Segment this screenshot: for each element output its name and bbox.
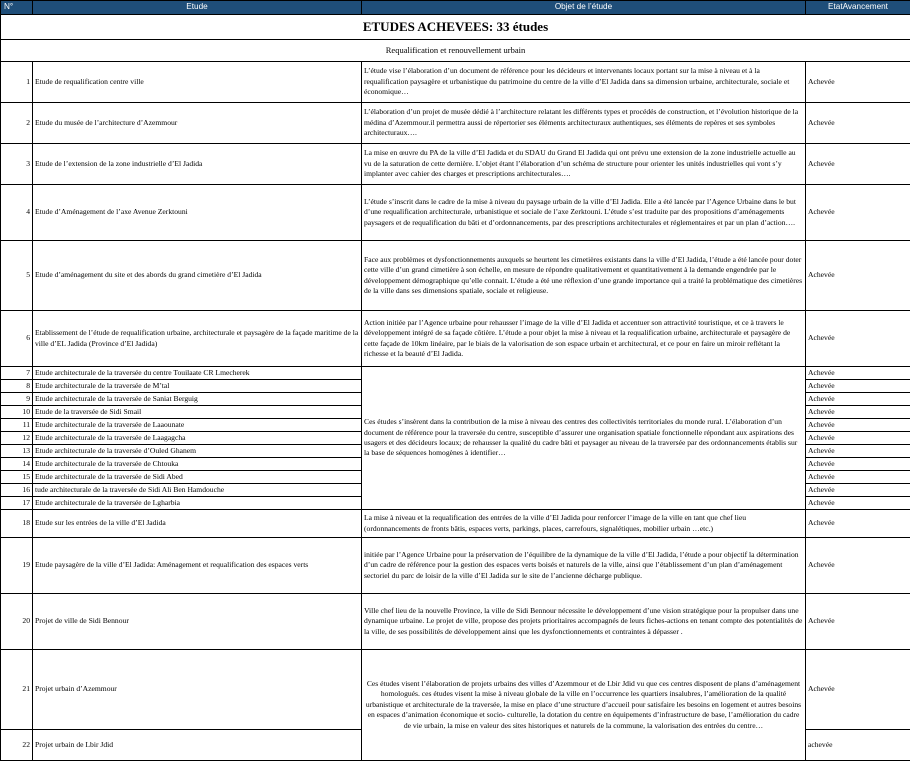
section-title: Requalification et renouvellement urbain <box>1 40 910 62</box>
row-number: 5 <box>1 241 33 311</box>
row-objet: Action initiée par l’Agence urbaine pour rehausser l’image de la ville d’El Jadida et accentuer son attractivité touristique, et ce à travers le développement intégré de sa façade côtière. L’étude a pour objet la mise à niveau et la requalification urbaine, architecturale et paysagère de cette façade de 10km linéaire, par le biais de la valorisation de son espace urbain et architectural, et ce pour en faire un miroir reflétant la richesse et la beauté d’El Jadida. <box>362 311 806 367</box>
row-etat: Achevée <box>806 594 910 650</box>
row-etat: Achevée <box>806 380 910 393</box>
row-number: 10 <box>1 406 33 419</box>
row-objet: L’étude s’inscrit dans le cadre de la mise à niveau du paysage urbain de la ville d’El Jadida. Elle a été lancée par l’Agence Urbaine dans le but d’une requalification architecturale, urbanistique et sociale de l’axe Zerktouni. L’étude s’est traduite par des propositions d’aménagements paysagers et de requalification du bâti et d’ordonnancements, par des prescriptions architecturales et réglementaires et par un plan d’action…. <box>362 185 806 241</box>
row-number: 1 <box>1 62 33 103</box>
table-row <box>1 103 910 144</box>
table-row <box>1 185 910 241</box>
row-etat: Achevée <box>806 393 910 406</box>
table-row <box>1 311 910 367</box>
row-etat: achevée <box>806 730 910 761</box>
row-etat: Achevée <box>806 497 910 510</box>
row-number: 17 <box>1 497 33 510</box>
row-number: 16 <box>1 484 33 497</box>
group-objet: Ces études s’insèrent dans la contribution de la mise à niveau des centres des collectivités territoriales du monde rural. L’élaboration d’un document de référence pour la traversée du centre, susceptible d’assurer une organisation spatiale fonctionnelle répondant aux aspirations des usagers et des décideurs locaux; de rehausser la qualité du cadre bâti et paysager au niveau de la traversée par des ordonnancements établis sur la base de séquences homogènes à identifier… <box>362 367 806 510</box>
row-etat: Achevée <box>806 471 910 484</box>
row-etat: Achevée <box>806 510 910 538</box>
row-etude: Etude architecturale de la traversée de M’tal <box>33 380 362 393</box>
row-etude: Etude architecturale de la traversée du centre Touilaate CR Lmecherek <box>33 367 362 380</box>
row-etude: Etude paysagère de la ville d’El Jadida: Aménagement et requalification des espaces verts <box>33 538 362 594</box>
row-etude: Etude de la traversée de Sidi Smail <box>33 406 362 419</box>
row-number: 22 <box>1 730 33 761</box>
table-row <box>1 241 910 311</box>
header-row <box>1 1 910 15</box>
row-objet: Ville chef lieu de la nouvelle Province, la ville de Sidi Bennour nécessite le développement d’une vision stratégique pour la propulser dans une dynamique urbaine. Le projet de ville, propose des projets prioritaires accompagnés de leurs fiches-actions en tenant compte des potentialités de la ville, de ses possibilités de développement ainsi que les dysfonctionnements et contraintes à dépasser . <box>362 594 806 650</box>
row-etat: Achevée <box>806 406 910 419</box>
row-objet: L’élaboration d’un projet de musée dédié à l’architecture relatant les différents types et procédés de construction, et l’évolution historique de la médina d’Azemmour.il permettra aussi de répertorier ses éléments architecturaux authentiques, ses éléments de repères et ses symboles architecturaux…. <box>362 103 806 144</box>
row-objet: La mise en œuvre du PA de la ville d’El Jadida et du SDAU du Grand El Jadida qui ont prévu une extension de la zone industrielle actuelle au vu de la saturation de cette dernière. L’objet étant l’élaboration d’un schéma de structure pour orienter les unités industrielles qui vont s’y implanter avec cahier des charges et prescriptions architecturales…. <box>362 144 806 185</box>
section-row <box>1 40 910 62</box>
row-number: 13 <box>1 445 33 458</box>
table-row <box>1 62 910 103</box>
table-title: ETUDES ACHEVEES: 33 études <box>1 15 910 40</box>
table-row <box>1 594 910 650</box>
row-etat: Achevée <box>806 538 910 594</box>
row-etude: Etude architecturale de la traversée de Laagagcha <box>33 432 362 445</box>
row-objet: initiée par l’Agence Urbaine pour la préservation de l’équilibre de la dynamique de la ville d’El Jadida, l’étude a pour objectif la détermination d’un cadre de référence pour la gestion des espaces verts boisés et naturels de la ville, ainsi que l’établissement d’un plan d’aménagement sectoriel du parc de loisir de la ville d’El Jadida sur le site de l’ancienne décharge publique. <box>362 538 806 594</box>
row-etude: Etablissement de l’étude de requalification urbaine, architecturale et paysagère de la façade maritime de la ville d’EL Jadida (Province d’El Jadida) <box>33 311 362 367</box>
row-objet: La mise à niveau et la requalification des entrées de la ville d’El Jadida pour renforcer l’image de la ville en tant que chef lieu (ordonnancements de fronts bâtis, espaces verts, parkings, places, carrefours, signalétiques, mobilier urbain …etc.) <box>362 510 806 538</box>
table-row <box>1 510 910 538</box>
row-etude: Projet urbain de Lbir Jdid <box>33 730 362 761</box>
table-row <box>1 144 910 185</box>
row-etat: Achevée <box>806 144 910 185</box>
row-number: 4 <box>1 185 33 241</box>
row-etat: Achevée <box>806 185 910 241</box>
row-number: 18 <box>1 510 33 538</box>
row-etat: Achevée <box>806 484 910 497</box>
row-number: 6 <box>1 311 33 367</box>
row-etude: Etude architecturale de la traversée de Sidi Abed <box>33 471 362 484</box>
row-etude: Etude sur les entrées de la ville d’El Jadida <box>33 510 362 538</box>
row-etude: Etude architecturale de la traversée d’Ouled Ghanem <box>33 445 362 458</box>
row-etude: Etude architecturale de la traversée de Lgharbia <box>33 497 362 510</box>
table-row <box>1 367 910 380</box>
row-etat: Achevée <box>806 367 910 380</box>
row-etat: Achevée <box>806 311 910 367</box>
row-etude: Etude du musée de l’architecture d’Azemmour <box>33 103 362 144</box>
row-number: 12 <box>1 432 33 445</box>
row-number: 9 <box>1 393 33 406</box>
row-number: 20 <box>1 594 33 650</box>
row-etude: Etude architecturale de la traversée de Chtouka <box>33 458 362 471</box>
row-number: 3 <box>1 144 33 185</box>
row-etat: Achevée <box>806 419 910 432</box>
row-number: 8 <box>1 380 33 393</box>
row-number: 15 <box>1 471 33 484</box>
row-number: 14 <box>1 458 33 471</box>
row-etat: Achevée <box>806 432 910 445</box>
row-etat: Achevée <box>806 445 910 458</box>
row-objet: L’étude vise l’élaboration d’un document de référence pour les décideurs et intervenants locaux portant sur la mise à niveau et à la requalification paysagère et urbanistique du patrimoine du centre de la ville d’El Jadida dans sa dimension urbaine, architecturale, sociale et économique… <box>362 62 806 103</box>
row-etat: Achevée <box>806 650 910 730</box>
row-etat: Achevée <box>806 241 910 311</box>
row-etude: Etude de requalification centre ville <box>33 62 362 103</box>
header-etude: Etude <box>33 1 362 15</box>
row-number: 7 <box>1 367 33 380</box>
row-etude: Projet de ville de Sidi Bennour <box>33 594 362 650</box>
row-etude: tude architecturale de la traversée de Sidi Ali Ben Hamdouche <box>33 484 362 497</box>
row-objet: Face aux problèmes et dysfonctionnements auxquels se heurtent les cimetières existants dans la ville d’El Jadida, l’étude a été lancée pour doter cette ville d’un grand cimetière à son échelle, en mesure de répondre qualitativement et quantitativement à la demande engendrée par le développement démographique qu’elle connait. L’étude a été une réflexion d’une grande importance qui a traité la problématique des cimetières de la ville dans ses dimensions spatiale, sociale et religieuse. <box>362 241 806 311</box>
table-row <box>1 538 910 594</box>
row-etat: Achevée <box>806 62 910 103</box>
row-etat: Achevée <box>806 458 910 471</box>
header-objet: Objet de l’étude <box>362 1 806 15</box>
title-row <box>1 15 910 40</box>
row-etat: Achevée <box>806 103 910 144</box>
row-number: 2 <box>1 103 33 144</box>
row-etude: Projet urbain d’Azemmour <box>33 650 362 730</box>
header-etat: EtatAvancement <box>806 1 910 15</box>
row-number: 11 <box>1 419 33 432</box>
row-etude: Etude d’aménagement du site et des abords du grand cimetière d’El Jadida <box>33 241 362 311</box>
row-number: 21 <box>1 650 33 730</box>
row-etude: Etude d’Aménagement de l’axe Avenue Zerktouni <box>33 185 362 241</box>
row-etude: Etude architecturale de la traversée de Saniat Berguig <box>33 393 362 406</box>
table-row <box>1 650 910 730</box>
header-num: N° <box>1 1 33 15</box>
row-etude: Etude de l’extension de la zone industrielle d’El Jadida <box>33 144 362 185</box>
group2-objet: Ces études visent l’élaboration de projets urbains des villes d’Azemmour et de Lbir Jdid vu que ces centres disposent de plans d’aménagement homologués. ces études visent la mise à niveau globale de la ville en l’occurrence les quartiers insalubres, l’amélioration de la qualité urbanistique et architecturale de la traversée, la mise en place d’une structure d’accueil pour satisfaire les besoins en logement et autres besoins en espaces d’animation économique et socio- culturelle, la dotation du centre en équipements d’infrastructure de base, l’amélioration du cadre de vie urbain, la mise en valeur des sites historiques et naturels de la commune, la valorisation des entrées du centre… <box>362 650 806 761</box>
row-etude: Etude architecturale de la traversée de Laaounate <box>33 419 362 432</box>
row-number: 19 <box>1 538 33 594</box>
